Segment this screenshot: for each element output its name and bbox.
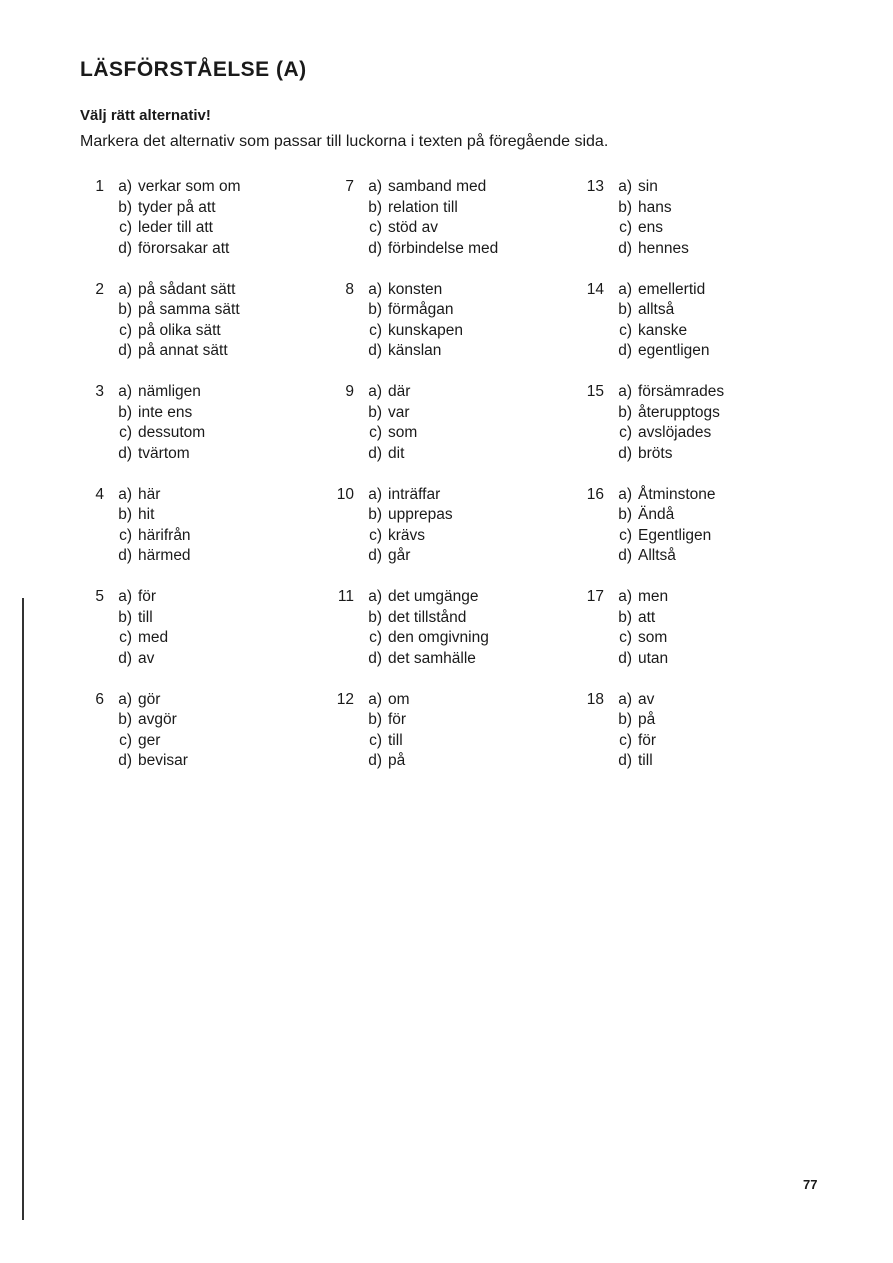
- option-row[interactable]: [580, 341, 800, 362]
- option-letter: a): [118, 588, 132, 606]
- option-row[interactable]: [330, 690, 550, 711]
- option-text: alltså: [638, 301, 675, 319]
- option-letter: b): [118, 506, 132, 524]
- option-letter: c): [619, 219, 632, 236]
- option-row[interactable]: [330, 546, 550, 567]
- option-letter: d): [618, 342, 632, 360]
- option-text: härifrån: [138, 526, 191, 544]
- option-letter: a): [368, 280, 382, 298]
- question-block: [80, 690, 300, 793]
- option-row[interactable]: [580, 177, 800, 198]
- option-row[interactable]: [580, 403, 800, 424]
- option-row[interactable]: [80, 731, 300, 752]
- option-letter: d): [618, 444, 632, 462]
- option-letter: d): [368, 752, 382, 770]
- question-number: 10: [336, 485, 354, 503]
- question-number: 15: [586, 383, 604, 401]
- option-row[interactable]: [80, 300, 300, 321]
- question-block: [580, 280, 800, 383]
- question-number: 17: [586, 588, 604, 606]
- option-text: nämligen: [138, 383, 201, 401]
- question-number: 9: [345, 383, 354, 401]
- option-letter: b): [618, 711, 632, 729]
- question-number: 13: [586, 178, 604, 195]
- question-number: 7: [345, 178, 354, 195]
- option-row[interactable]: [80, 526, 300, 547]
- option-text: Alltså: [638, 547, 676, 565]
- option-row[interactable]: [580, 218, 800, 239]
- option-letter: c): [369, 629, 382, 647]
- option-letter: b): [368, 198, 382, 216]
- option-text: tyder på att: [138, 198, 216, 216]
- option-row[interactable]: [330, 628, 550, 649]
- option-letter: b): [118, 403, 132, 421]
- option-letter: b): [618, 198, 632, 216]
- option-text: det tillstånd: [388, 608, 467, 626]
- option-text: utan: [638, 649, 669, 667]
- option-letter: c): [119, 424, 132, 442]
- option-text: dessutom: [138, 424, 206, 442]
- option-row[interactable]: [80, 505, 300, 526]
- option-row[interactable]: [80, 403, 300, 424]
- option-text: Åtminstone: [638, 485, 716, 503]
- option-letter: b): [618, 403, 632, 421]
- option-text: här: [138, 485, 161, 503]
- option-letter: c): [119, 219, 132, 236]
- question-number: 4: [95, 485, 104, 503]
- option-letter: a): [118, 690, 132, 708]
- option-letter: c): [619, 424, 632, 442]
- option-text: för: [138, 588, 157, 606]
- option-text: Ändå: [638, 506, 675, 524]
- option-row[interactable]: [80, 710, 300, 731]
- binding-edge-line: [22, 598, 24, 1220]
- option-text: var: [388, 403, 410, 421]
- option-row[interactable]: [580, 198, 800, 219]
- option-row[interactable]: [80, 198, 300, 219]
- option-letter: c): [619, 526, 632, 544]
- question-block: [330, 485, 550, 588]
- option-text: som: [388, 424, 418, 442]
- option-letter: b): [368, 301, 382, 319]
- option-letter: c): [619, 731, 632, 749]
- option-text: konsten: [388, 280, 443, 298]
- option-row[interactable]: [580, 382, 800, 403]
- option-row[interactable]: [330, 321, 550, 342]
- question-number: 16: [586, 485, 604, 503]
- option-letter: a): [118, 280, 132, 298]
- option-text: på samma sätt: [138, 301, 240, 319]
- option-text: på sådant sätt: [138, 280, 236, 298]
- option-text: samband med: [388, 178, 487, 195]
- option-letter: a): [618, 280, 632, 298]
- option-letter: d): [618, 547, 632, 565]
- question-block: [330, 587, 550, 690]
- question-block: [330, 280, 550, 383]
- option-row[interactable]: [80, 423, 300, 444]
- instruction-text: Markera det alternativ som passar till luckorna i texten på föregående sida.: [80, 133, 609, 150]
- option-row[interactable]: [80, 690, 300, 711]
- option-text: som: [638, 629, 668, 647]
- option-row[interactable]: [80, 341, 300, 362]
- option-text: att: [638, 608, 656, 626]
- option-text: på: [388, 752, 406, 770]
- option-row[interactable]: [330, 341, 550, 362]
- option-text: av: [638, 690, 655, 708]
- question-number: 14: [586, 280, 604, 298]
- option-text: Egentligen: [638, 526, 712, 544]
- option-row[interactable]: [80, 628, 300, 649]
- option-letter: a): [618, 178, 632, 195]
- question-column-1: [80, 177, 300, 793]
- option-letter: b): [368, 506, 382, 524]
- question-block: [80, 382, 300, 485]
- option-letter: c): [619, 321, 632, 339]
- option-text: den omgivning: [388, 629, 489, 647]
- option-text: ens: [638, 219, 663, 236]
- question-block: [80, 587, 300, 690]
- option-row[interactable]: [580, 280, 800, 301]
- question-block: [330, 690, 550, 793]
- option-letter: d): [118, 752, 132, 770]
- option-text: hit: [138, 506, 155, 524]
- option-letter: d): [368, 547, 382, 565]
- option-row[interactable]: [330, 239, 550, 260]
- option-letter: b): [118, 198, 132, 216]
- option-text: bevisar: [138, 752, 188, 770]
- question-block: [580, 690, 800, 793]
- option-row[interactable]: [580, 710, 800, 731]
- option-text: på annat sätt: [138, 342, 228, 360]
- option-row[interactable]: [580, 649, 800, 670]
- option-row[interactable]: [330, 382, 550, 403]
- option-letter: a): [368, 178, 382, 195]
- option-row[interactable]: [580, 321, 800, 342]
- option-row[interactable]: [330, 444, 550, 465]
- option-row[interactable]: [330, 280, 550, 301]
- option-row[interactable]: [580, 239, 800, 260]
- option-letter: d): [118, 649, 132, 667]
- option-row[interactable]: [580, 731, 800, 752]
- option-letter: b): [368, 711, 382, 729]
- option-letter: b): [618, 608, 632, 626]
- option-letter: c): [369, 731, 382, 749]
- option-row[interactable]: [580, 505, 800, 526]
- option-letter: b): [118, 301, 132, 319]
- option-text: för: [638, 731, 657, 749]
- option-text: går: [388, 547, 411, 565]
- option-row[interactable]: [80, 321, 300, 342]
- option-letter: c): [619, 629, 632, 647]
- option-text: försämrades: [638, 383, 725, 401]
- option-text: verkar som om: [138, 178, 241, 195]
- option-letter: d): [368, 239, 382, 257]
- option-row[interactable]: [580, 300, 800, 321]
- option-row[interactable]: [330, 177, 550, 198]
- option-letter: a): [618, 588, 632, 606]
- question-number: 12: [336, 690, 354, 708]
- option-row[interactable]: [330, 608, 550, 629]
- option-text: leder till att: [138, 219, 213, 236]
- question-number: 11: [337, 588, 354, 606]
- option-text: till: [138, 608, 153, 626]
- option-letter: c): [369, 526, 382, 544]
- option-row[interactable]: [330, 485, 550, 506]
- option-row[interactable]: [580, 751, 800, 772]
- option-row[interactable]: [330, 731, 550, 752]
- option-text: om: [388, 690, 410, 708]
- option-row[interactable]: [580, 546, 800, 567]
- question-block: [580, 177, 800, 280]
- option-row[interactable]: [80, 218, 300, 239]
- option-text: på: [638, 711, 656, 729]
- option-row[interactable]: [580, 526, 800, 547]
- option-letter: d): [368, 444, 382, 462]
- option-text: av: [138, 649, 155, 667]
- option-letter: a): [618, 383, 632, 401]
- option-text: relation till: [388, 198, 458, 216]
- option-row[interactable]: [580, 423, 800, 444]
- option-letter: d): [118, 444, 132, 462]
- option-row[interactable]: [580, 444, 800, 465]
- option-letter: a): [618, 690, 632, 708]
- option-text: avgör: [138, 711, 177, 729]
- option-letter: a): [368, 690, 382, 708]
- option-text: hans: [638, 198, 672, 216]
- option-text: upprepas: [388, 506, 453, 524]
- option-letter: b): [618, 301, 632, 319]
- option-letter: d): [368, 649, 382, 667]
- option-text: förbindelse med: [388, 239, 499, 257]
- question-block: [330, 177, 550, 280]
- option-letter: c): [369, 321, 382, 339]
- option-row[interactable]: [330, 710, 550, 731]
- option-letter: d): [118, 547, 132, 565]
- question-block: [580, 382, 800, 485]
- option-letter: d): [118, 239, 132, 257]
- question-block: [580, 485, 800, 588]
- option-text: med: [138, 629, 169, 647]
- option-text: sin: [638, 178, 658, 195]
- option-row[interactable]: [330, 505, 550, 526]
- question-block: [330, 382, 550, 485]
- question-block: [80, 177, 300, 280]
- option-letter: a): [368, 588, 382, 606]
- option-text: där: [388, 383, 411, 401]
- option-text: dit: [388, 444, 405, 462]
- question-number: 3: [95, 383, 104, 401]
- option-text: men: [638, 588, 669, 606]
- option-row[interactable]: [330, 403, 550, 424]
- option-row[interactable]: [80, 546, 300, 567]
- question-number: 2: [95, 280, 104, 298]
- page-title: LÄSFÖRSTÅELSE (A): [80, 58, 307, 81]
- option-row[interactable]: [80, 649, 300, 670]
- option-text: känslan: [388, 342, 442, 360]
- option-letter: b): [368, 403, 382, 421]
- option-letter: c): [119, 629, 132, 647]
- option-row[interactable]: [330, 587, 550, 608]
- option-letter: d): [118, 342, 132, 360]
- option-letter: c): [369, 219, 382, 236]
- option-text: härmed: [138, 547, 191, 565]
- option-text: för: [388, 711, 407, 729]
- option-text: kanske: [638, 321, 688, 339]
- option-row[interactable]: [330, 423, 550, 444]
- question-column-2: [330, 177, 550, 793]
- option-text: ger: [138, 731, 161, 749]
- option-letter: a): [118, 383, 132, 401]
- option-letter: c): [119, 321, 132, 339]
- option-letter: c): [119, 526, 132, 544]
- option-text: det samhälle: [388, 649, 476, 667]
- option-letter: d): [618, 649, 632, 667]
- option-letter: a): [118, 485, 132, 503]
- option-row[interactable]: [580, 690, 800, 711]
- question-block: [580, 587, 800, 690]
- option-letter: b): [118, 711, 132, 729]
- question-block: [80, 485, 300, 588]
- option-text: på olika sätt: [138, 321, 221, 339]
- option-letter: d): [618, 752, 632, 770]
- question-number: 1: [95, 178, 104, 195]
- question-number: 18: [586, 690, 604, 708]
- option-row[interactable]: [580, 608, 800, 629]
- option-text: krävs: [388, 526, 426, 544]
- option-row[interactable]: [580, 587, 800, 608]
- option-text: förorsakar att: [138, 239, 230, 257]
- option-text: förmågan: [388, 301, 454, 319]
- page-number: 77: [803, 1177, 818, 1192]
- option-row[interactable]: [330, 649, 550, 670]
- question-number: 8: [345, 280, 354, 298]
- option-row[interactable]: [330, 218, 550, 239]
- option-letter: a): [368, 383, 382, 401]
- option-letter: a): [368, 485, 382, 503]
- option-text: till: [388, 731, 403, 749]
- option-row[interactable]: [80, 280, 300, 301]
- option-row[interactable]: [330, 300, 550, 321]
- option-row[interactable]: [80, 382, 300, 403]
- option-text: inträffar: [388, 485, 441, 503]
- option-letter: a): [618, 485, 632, 503]
- option-text: bröts: [638, 444, 673, 462]
- question-column-3: [580, 177, 800, 793]
- question-number: 6: [95, 690, 104, 708]
- option-letter: d): [368, 342, 382, 360]
- question-block: [80, 280, 300, 383]
- option-letter: c): [369, 424, 382, 442]
- option-row[interactable]: [80, 587, 300, 608]
- option-row[interactable]: [580, 485, 800, 506]
- option-row[interactable]: [330, 526, 550, 547]
- option-row[interactable]: [580, 628, 800, 649]
- option-row[interactable]: [330, 751, 550, 772]
- option-row[interactable]: [80, 485, 300, 506]
- option-text: det umgänge: [388, 588, 479, 606]
- option-letter: b): [368, 608, 382, 626]
- option-row[interactable]: [80, 608, 300, 629]
- option-text: hennes: [638, 239, 689, 257]
- option-row[interactable]: [80, 444, 300, 465]
- option-text: gör: [138, 690, 161, 708]
- question-number: 5: [95, 588, 104, 606]
- option-text: till: [638, 752, 653, 770]
- option-row[interactable]: [330, 198, 550, 219]
- option-text: stöd av: [388, 219, 438, 236]
- option-letter: b): [118, 608, 132, 626]
- option-text: inte ens: [138, 403, 193, 421]
- option-row[interactable]: [80, 751, 300, 772]
- option-letter: b): [618, 506, 632, 524]
- option-text: emellertid: [638, 280, 706, 298]
- option-text: egentligen: [638, 342, 710, 360]
- option-text: återupptogs: [638, 403, 720, 421]
- page-subtitle: Välj rätt alternativ!: [80, 107, 211, 124]
- option-text: tvärtom: [138, 444, 190, 462]
- option-row[interactable]: [80, 177, 300, 198]
- option-text: avslöjades: [638, 424, 712, 442]
- option-letter: c): [119, 731, 132, 749]
- option-letter: a): [118, 178, 132, 195]
- option-text: kunskapen: [388, 321, 463, 339]
- option-letter: d): [618, 239, 632, 257]
- option-row[interactable]: [80, 239, 300, 260]
